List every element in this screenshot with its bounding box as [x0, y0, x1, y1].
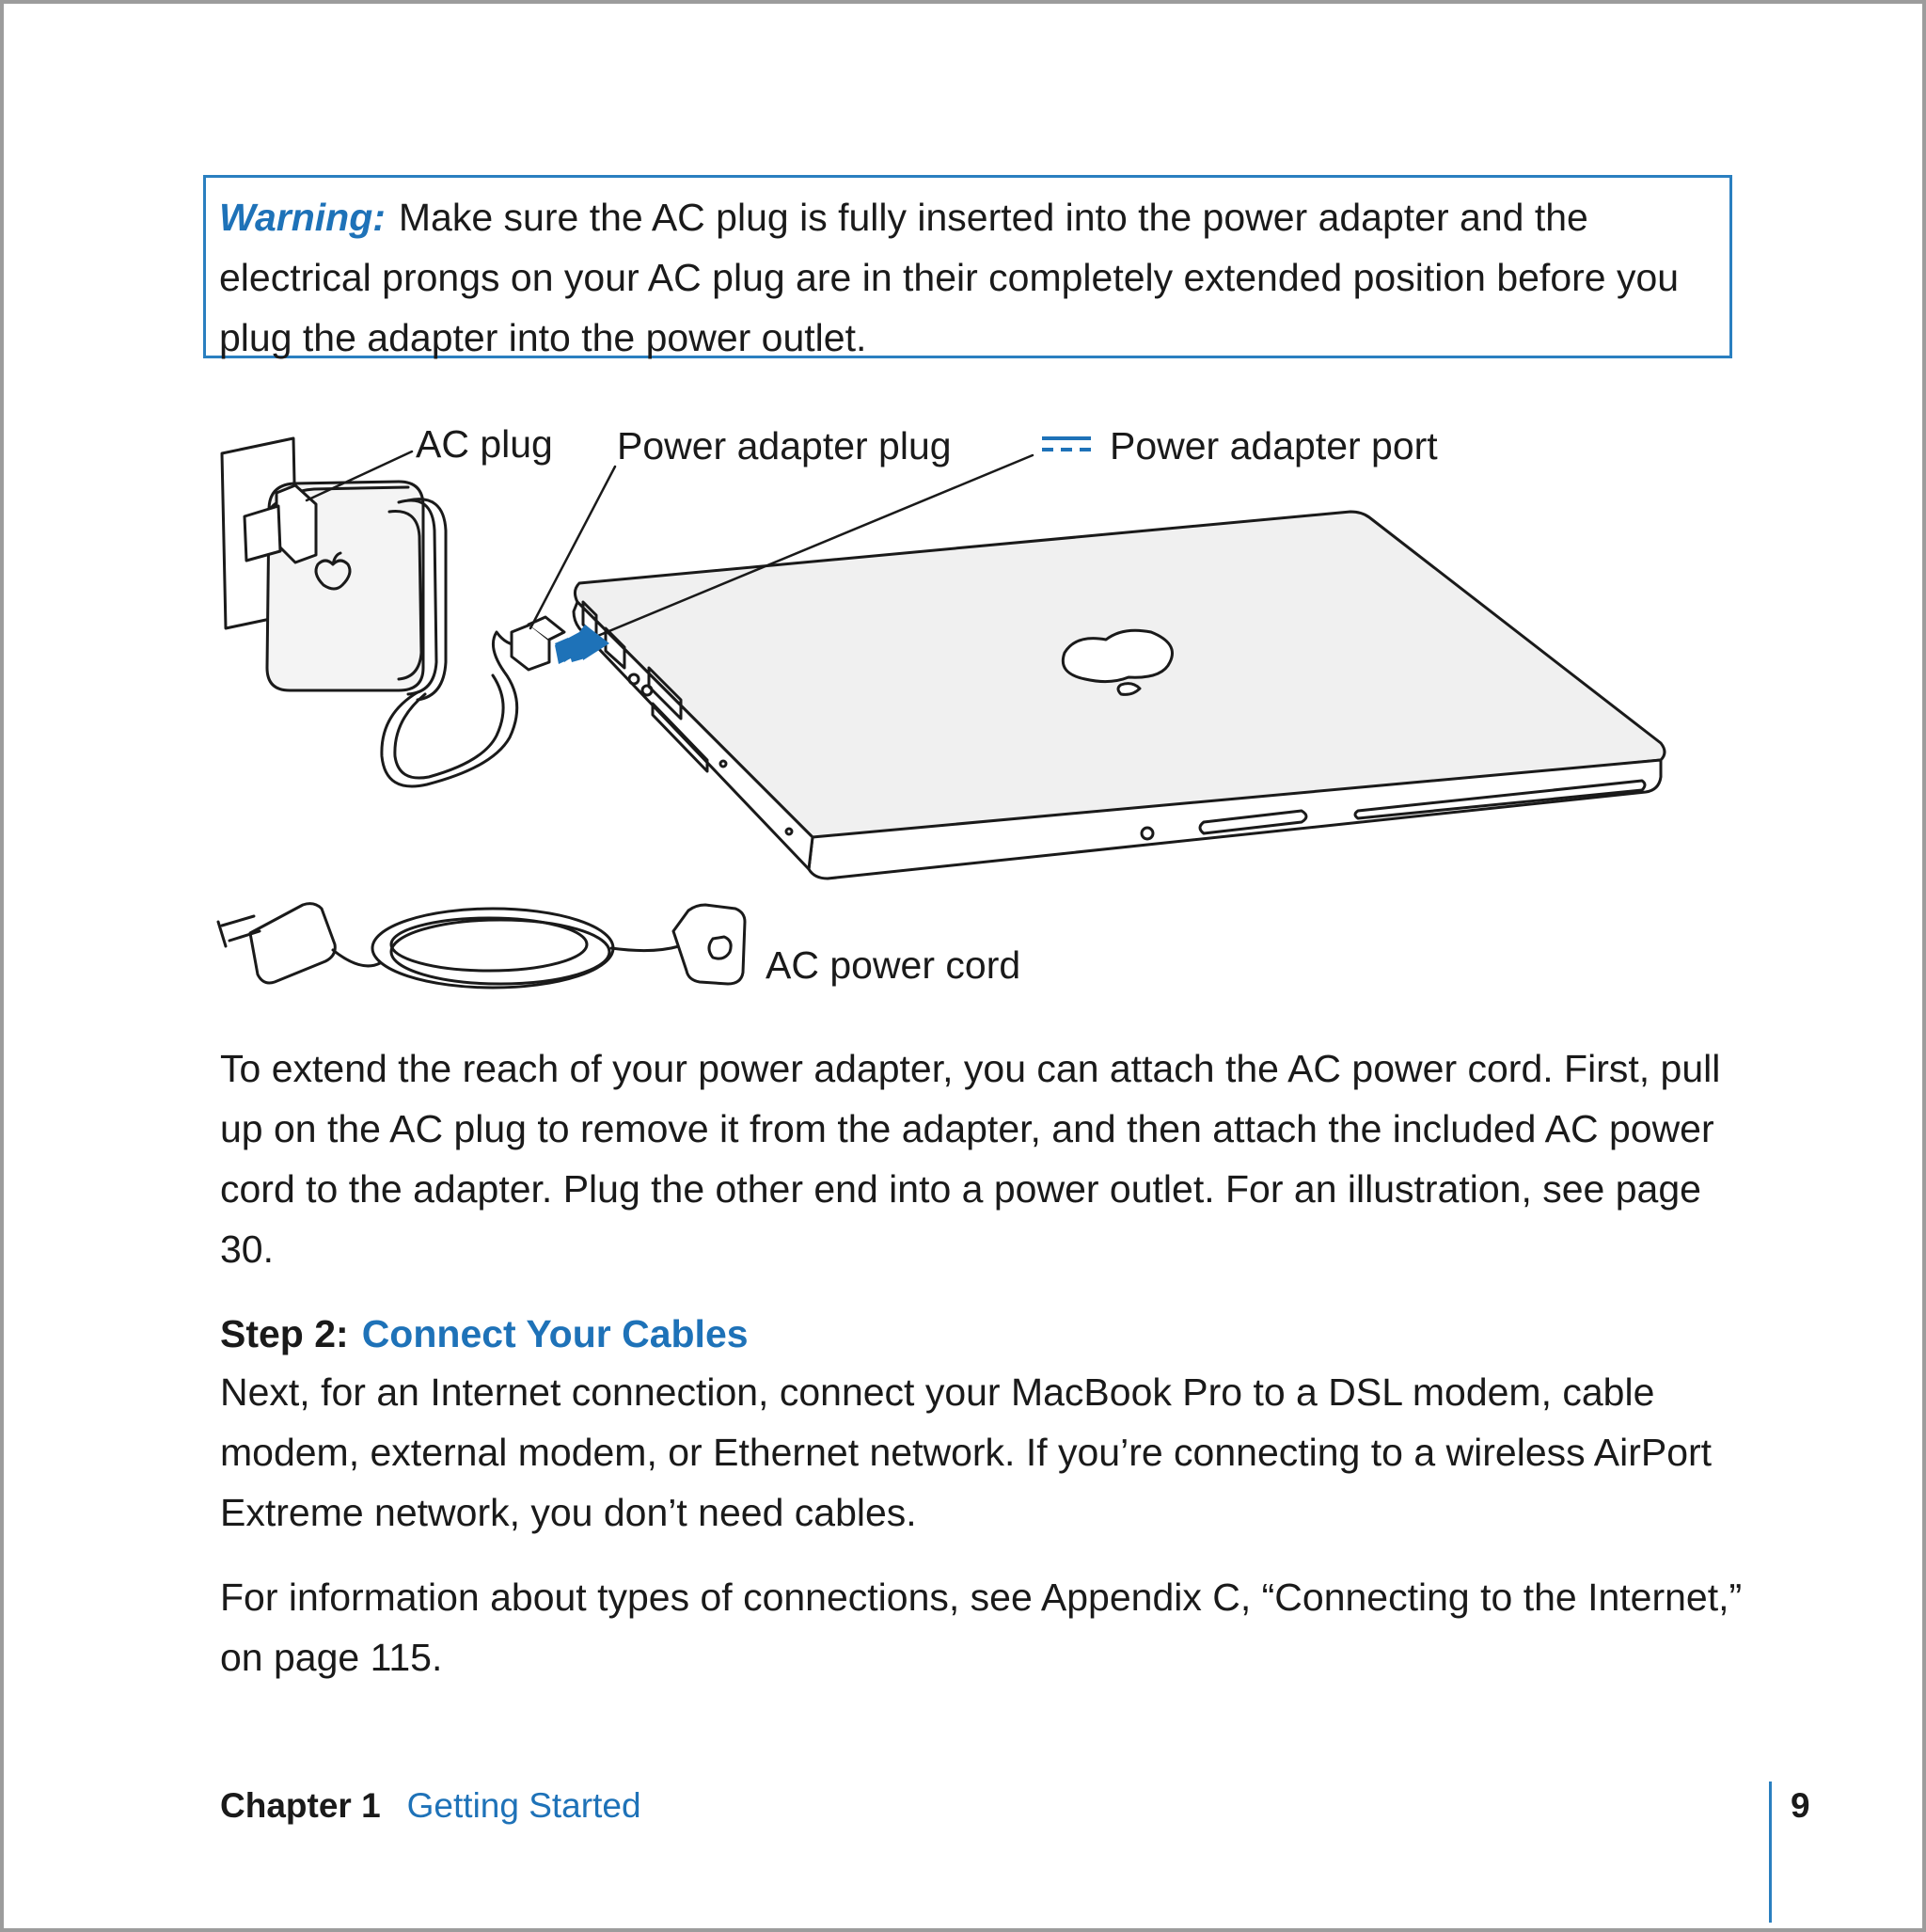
step-label: Step 2:: [220, 1312, 349, 1355]
warning-label: Warning:: [219, 196, 386, 239]
footer-chapter: [220, 1783, 641, 1829]
dc-power-symbol-icon: [1042, 438, 1091, 450]
power-adapter-brick: [245, 482, 446, 700]
label-power-adapter-plug: Power adapter plug: [617, 424, 952, 467]
paragraph-internet-connection: Next, for an Internet connection, connect your MacBook Pro to a DSL modem, cable modem, external modem, or Ethernet network. If you’re connecting to a wireless AirPort Extreme network, you don’t need cables.: [220, 1370, 1713, 1534]
label-power-adapter-port: Power adapter port: [1110, 424, 1438, 467]
footer-divider: [1769, 1782, 1772, 1923]
paragraph-connection-types: For information about types of connections, see Appendix C, “Connecting to the Internet,” on page 115.: [220, 1576, 1743, 1679]
footer-chapter-title: Getting Started: [406, 1786, 641, 1825]
macbook-pro-laptop: [574, 512, 1665, 879]
footer-chapter-label: Chapter 1: [220, 1786, 381, 1825]
page-number: 9: [1791, 1786, 1810, 1825]
warning-text: Make sure the AC plug is fully inserted into the power adapter and the electrical prongs on your AC plug are in their completely extended position before you plug the adapter into the power outlet.: [219, 196, 1680, 359]
power-adapter-illustration: [4, 4, 1922, 1020]
step-heading: [220, 1306, 749, 1362]
ac-power-cord-illustration: [218, 904, 745, 988]
label-ac-plug: AC plug: [416, 422, 553, 466]
paragraph-extend-reach: To extend the reach of your power adapter, you can attach the AC power cord. First, pull up on the AC plug to remove it from the adapter, and then attach the included AC power cord to the adapter. Plug the other end into a power outlet. For an illustration, see page 30.: [220, 1047, 1721, 1271]
label-ac-power-cord: AC power cord: [766, 943, 1021, 987]
step-title: Connect Your Cables: [361, 1312, 749, 1355]
